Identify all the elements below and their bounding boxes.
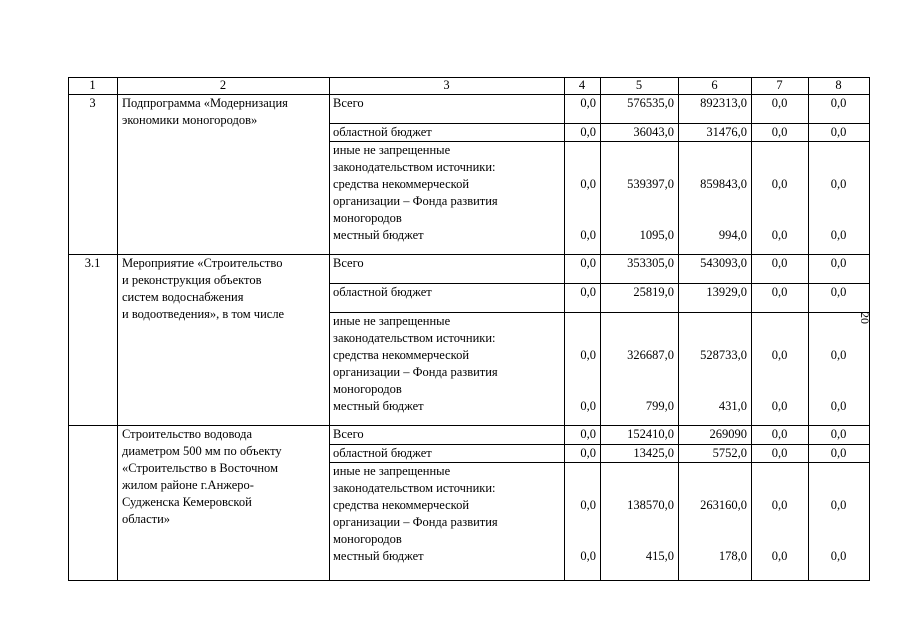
value-cell: 0,0 <box>830 177 847 191</box>
funding-source-label: областной бюджет <box>333 285 432 299</box>
funding-source-label: организации – Фонда развития <box>333 515 498 529</box>
value-cell: 528733,0 <box>700 348 747 362</box>
funding-source-label: законодательством источники: <box>333 160 496 174</box>
value-cell: 0,0 <box>830 256 847 270</box>
column-header-5: 5 <box>635 78 643 92</box>
value-cell: 0,0 <box>830 549 847 563</box>
value-cell: 799,0 <box>645 399 674 413</box>
program-name-line: Подпрограмма «Модернизация <box>122 96 288 110</box>
value-cell: 36043,0 <box>633 125 674 139</box>
funding-source-label: моногородов <box>333 532 402 546</box>
value-cell: 0,0 <box>771 177 788 191</box>
value-cell: 0,0 <box>580 96 596 110</box>
value-cell: 0,0 <box>771 427 788 441</box>
value-cell: 13929,0 <box>706 285 747 299</box>
funding-source-label: иные не запрещенные <box>333 314 451 328</box>
program-name-line: «Строительство в Восточном <box>122 461 278 475</box>
funding-source-label: иные не запрещенные <box>333 464 451 478</box>
value-cell: 0,0 <box>771 285 788 299</box>
program-name-line: Строительство водовода <box>122 427 253 441</box>
funding-source-label: местный бюджет <box>333 549 424 563</box>
table-border-v <box>869 77 870 580</box>
funding-source-label: средства некоммерческой <box>333 498 470 512</box>
value-cell: 431,0 <box>718 399 747 413</box>
column-header-1: 1 <box>89 78 96 92</box>
value-cell: 0,0 <box>771 549 788 563</box>
value-cell: 539397,0 <box>627 177 674 191</box>
value-cell: 31476,0 <box>706 125 747 139</box>
value-cell: 0,0 <box>580 399 596 413</box>
table-border-v <box>68 77 69 580</box>
value-cell: 326687,0 <box>627 348 674 362</box>
value-cell: 0,0 <box>580 348 596 362</box>
value-cell: 353305,0 <box>627 256 674 270</box>
funding-source-label: Всего <box>333 96 364 110</box>
value-cell: 0,0 <box>830 399 847 413</box>
program-name-line: Мероприятие «Строительство <box>122 256 283 270</box>
value-cell: 0,0 <box>580 498 596 512</box>
value-cell: 0,0 <box>771 399 788 413</box>
value-cell: 0,0 <box>830 96 847 110</box>
value-cell: 0,0 <box>830 285 847 299</box>
budget-table <box>68 77 869 580</box>
funding-source-label: местный бюджет <box>333 228 424 242</box>
value-cell: 0,0 <box>771 125 788 139</box>
funding-source-label: средства некоммерческой <box>333 177 470 191</box>
value-cell: 994,0 <box>718 228 747 242</box>
value-cell: 25819,0 <box>633 285 674 299</box>
value-cell: 543093,0 <box>700 256 747 270</box>
value-cell: 0,0 <box>580 446 596 460</box>
value-cell: 0,0 <box>771 446 788 460</box>
program-name-line: Судженска Кемеровской <box>122 495 252 509</box>
value-cell: 0,0 <box>771 498 788 512</box>
value-cell: 1095,0 <box>639 228 674 242</box>
value-cell: 0,0 <box>771 348 788 362</box>
funding-source-label: областной бюджет <box>333 446 432 460</box>
funding-source-label: законодательством источники: <box>333 331 496 345</box>
value-cell: 0,0 <box>830 427 847 441</box>
funding-source-label: организации – Фонда развития <box>333 365 498 379</box>
program-name-line: области» <box>122 512 171 526</box>
value-cell: 138570,0 <box>627 498 674 512</box>
funding-source-label: организации – Фонда развития <box>333 194 498 208</box>
page-number: 20 <box>858 312 872 324</box>
value-cell: 0,0 <box>580 125 596 139</box>
funding-source-label: моногородов <box>333 211 402 225</box>
funding-source-label: законодательством источники: <box>333 481 496 495</box>
value-cell: 576535,0 <box>627 96 674 110</box>
program-name-line: и реконструкция объектов <box>122 273 262 287</box>
value-cell: 0,0 <box>580 228 596 242</box>
program-name-line: и водоотведения», в том числе <box>122 307 285 321</box>
value-cell: 5752,0 <box>712 446 747 460</box>
table-border-v <box>117 77 118 580</box>
row-number: 3 <box>89 96 96 110</box>
value-cell: 0,0 <box>580 256 596 270</box>
value-cell: 0,0 <box>830 498 847 512</box>
value-cell: 0,0 <box>580 427 596 441</box>
value-cell: 269090 <box>709 427 747 441</box>
value-cell: 892313,0 <box>700 96 747 110</box>
column-header-8: 8 <box>835 78 842 92</box>
funding-source-label: областной бюджет <box>333 125 432 139</box>
value-cell: 0,0 <box>580 177 596 191</box>
funding-source-label: Всего <box>333 427 364 441</box>
value-cell: 0,0 <box>830 228 847 242</box>
value-cell: 0,0 <box>580 285 596 299</box>
funding-source-label: местный бюджет <box>333 399 424 413</box>
value-cell: 178,0 <box>718 549 747 563</box>
column-header-4: 4 <box>578 78 586 92</box>
value-cell: 0,0 <box>771 228 788 242</box>
value-cell: 0,0 <box>771 96 788 110</box>
row-number: 3.1 <box>84 256 101 270</box>
value-cell: 859843,0 <box>700 177 747 191</box>
value-cell: 0,0 <box>771 256 788 270</box>
column-header-2: 2 <box>219 78 227 92</box>
funding-source-label: иные не запрещенные <box>333 143 451 157</box>
program-name-line: систем водоснабжения <box>122 290 244 304</box>
program-name-line: экономики моногородов» <box>122 113 258 127</box>
table-border-h <box>68 580 870 581</box>
value-cell: 152410,0 <box>627 427 674 441</box>
funding-source-label: средства некоммерческой <box>333 348 470 362</box>
value-cell: 0,0 <box>830 446 847 460</box>
column-header-3: 3 <box>443 78 450 92</box>
funding-source-label: Всего <box>333 256 364 270</box>
table-border-v <box>329 77 330 580</box>
program-name-line: жилом районе г.Анжеро- <box>122 478 254 492</box>
column-header-7: 7 <box>776 78 783 92</box>
column-header-6: 6 <box>711 78 718 92</box>
value-cell: 13425,0 <box>633 446 674 460</box>
value-cell: 263160,0 <box>700 498 747 512</box>
value-cell: 0,0 <box>830 125 847 139</box>
funding-source-label: моногородов <box>333 382 402 396</box>
value-cell: 415,0 <box>645 549 674 563</box>
program-name-line: диаметром 500 мм по объекту <box>122 444 282 458</box>
value-cell: 0,0 <box>580 549 596 563</box>
value-cell: 0,0 <box>830 348 847 362</box>
